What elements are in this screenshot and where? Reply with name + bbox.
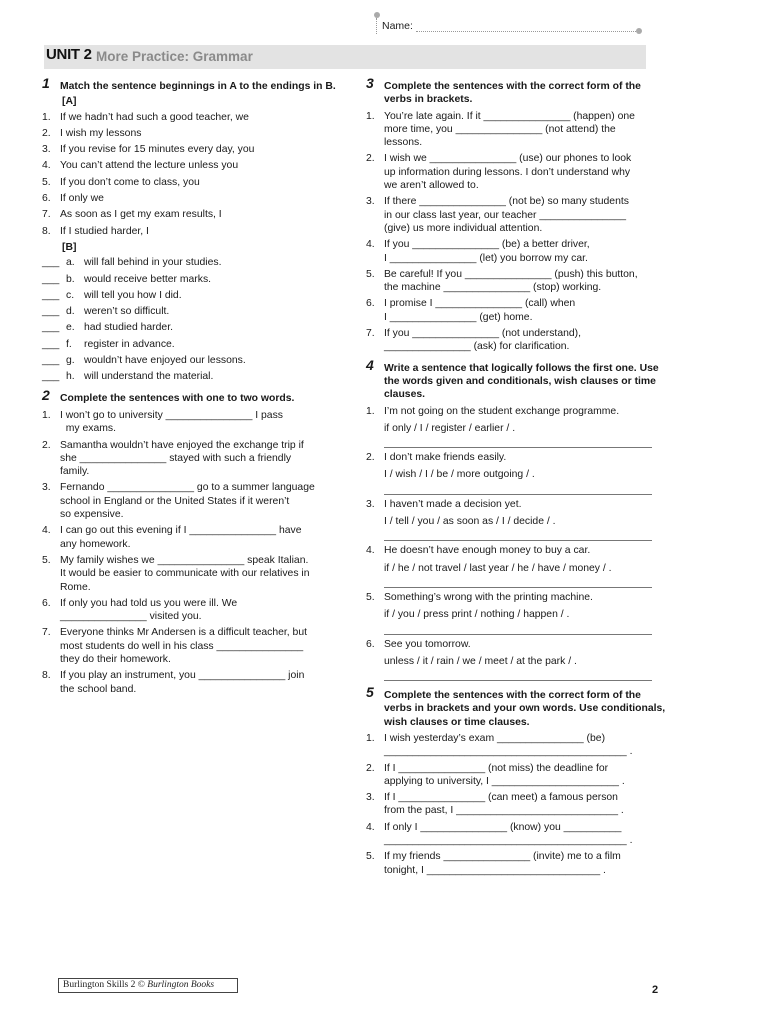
exercise-instruction: Write a sentence that logically follows the first one. Use the words given and conditionals, wish clauses or time clauses. xyxy=(384,362,659,401)
item-number: 6. xyxy=(366,298,375,310)
item-text: If I studied harder, I xyxy=(60,225,149,237)
dot-decoration xyxy=(636,28,642,34)
dot-decoration xyxy=(374,12,380,18)
item-number: 3. xyxy=(366,792,375,804)
item-text: If only I _______________ (know) you __________ __________________________________________ . xyxy=(384,821,633,847)
item-letter: g. xyxy=(66,355,75,367)
item-number: 1. xyxy=(366,110,375,122)
item-number: 5. xyxy=(42,176,51,188)
answer-line[interactable] xyxy=(384,447,652,448)
item-number: 7. xyxy=(366,328,375,340)
item-text: Be careful! If you _______________ (push) this button, the machine _______________ (stop) working. xyxy=(384,268,638,294)
item-text: would receive better marks. xyxy=(84,273,212,285)
exercise-3-item xyxy=(366,238,666,265)
sentence-beginning-item xyxy=(42,176,342,189)
item-number: 3. xyxy=(366,196,375,208)
item-letter: c. xyxy=(66,289,75,301)
exercise-5-item xyxy=(366,732,666,759)
exercise-4-item xyxy=(366,544,666,588)
item-letter: a. xyxy=(66,257,75,269)
exercise-instruction: Match the sentence beginnings in A to the endings in B. xyxy=(60,81,336,92)
item-text: If you revise for 15 minutes every day, you xyxy=(60,144,255,156)
exercise-2-item xyxy=(42,524,342,551)
item-text: I’m not going on the student exchange programme. xyxy=(384,405,620,417)
item-text: If only we xyxy=(60,193,104,205)
item-number: 2. xyxy=(366,153,375,165)
word-prompt: I / wish / I / be / more outgoing / . xyxy=(384,469,535,481)
answer-blank[interactable]: ___ xyxy=(42,289,60,301)
item-letter: b. xyxy=(66,273,75,285)
item-number: 1. xyxy=(42,409,51,421)
item-text: My family wishes we _______________ speak Italian. It would be easier to communicate with our relatives in Rome. xyxy=(60,554,310,593)
exercise-2-heading xyxy=(42,386,342,405)
sentence-beginning-item xyxy=(42,225,342,238)
answer-line[interactable] xyxy=(384,540,652,541)
exercise-2-item xyxy=(42,481,342,521)
word-prompt: unless / it / rain / we / meet / at the park / . xyxy=(384,655,577,667)
exercise-1-list-a xyxy=(42,111,342,238)
item-text: register in advance. xyxy=(84,338,175,350)
item-number: 3. xyxy=(42,482,51,494)
answer-blank[interactable]: ___ xyxy=(42,257,60,269)
item-text: I promise I _______________ (call) when I _______________ (get) home. xyxy=(384,298,576,323)
item-text: weren’t so difficult. xyxy=(84,306,170,318)
item-text: If my friends _______________ (invite) me to a film tonight, I ______________________________ . xyxy=(384,851,621,876)
exercise-number: 1 xyxy=(42,75,50,91)
item-text: will fall behind in your studies. xyxy=(84,257,222,269)
answer-line[interactable] xyxy=(384,680,652,681)
section-label-a: [A] xyxy=(62,96,77,108)
item-number: 2. xyxy=(42,439,51,451)
right-column xyxy=(366,75,666,880)
exercise-4-list xyxy=(366,405,666,682)
item-text: I wish yesterday’s exam _______________ (be) __________________________________________ . xyxy=(384,732,633,758)
item-number: 5. xyxy=(42,554,51,566)
answer-blank[interactable]: ___ xyxy=(42,322,60,334)
item-number: 5. xyxy=(366,591,375,603)
sentence-ending-item xyxy=(42,305,342,318)
item-text: I won’t go to university _______________ I pass my exams. xyxy=(60,409,283,435)
item-number: 7. xyxy=(42,209,51,221)
exercise-4-heading xyxy=(366,356,666,402)
item-text: If I _______________ (not miss) the deadline for applying to university, I ______________________ . xyxy=(384,762,625,787)
answer-blank[interactable]: ___ xyxy=(42,306,60,318)
item-text: If I _______________ (can meet) a famous person from the past, I ____________________________ . xyxy=(384,792,624,817)
item-text: If you play an instrument, you _______________ join the school band. xyxy=(60,670,305,695)
item-text: As soon as I get my exam results, I xyxy=(60,209,222,221)
exercise-3-heading xyxy=(366,75,666,107)
item-text: will tell you how I did. xyxy=(84,289,182,301)
item-number: 7. xyxy=(42,627,51,639)
item-text: If only you had told us you were ill. We _______________ visited you. xyxy=(60,597,238,623)
item-text: I can go out this evening if I _______________ have any homework. xyxy=(60,525,302,550)
item-text: had studied harder. xyxy=(84,322,173,334)
item-number: 1. xyxy=(366,732,375,744)
word-prompt: I / tell / you / as soon as / I / decide / . xyxy=(384,516,556,528)
exercise-3-item xyxy=(366,110,666,150)
exercise-instruction: Complete the sentences with the correct form of the verbs in brackets and your own words. Use conditionals, wish clauses or time clauses. xyxy=(384,690,666,728)
item-number: 3. xyxy=(42,144,51,156)
page-number: 2 xyxy=(652,984,659,996)
item-number: 2. xyxy=(366,452,375,464)
item-text: If you _______________ (not understand), _______________ (ask) for clarification. xyxy=(384,328,582,353)
exercise-5-heading xyxy=(366,684,666,729)
item-letter: h. xyxy=(66,371,75,383)
item-number: 2. xyxy=(366,762,375,774)
item-number: 3. xyxy=(366,498,375,510)
exercise-5-list xyxy=(366,732,666,877)
exercise-2-list xyxy=(42,409,342,696)
item-number: 6. xyxy=(42,193,51,205)
exercise-number: 5 xyxy=(366,684,374,701)
item-letter: e. xyxy=(66,322,75,334)
exercise-number: 2 xyxy=(42,386,50,403)
item-text: wouldn’t have enjoyed our lessons. xyxy=(84,355,246,367)
item-number: 5. xyxy=(366,851,375,863)
item-number: 4. xyxy=(42,160,51,172)
item-letter: f. xyxy=(66,338,72,350)
exercise-4-item xyxy=(366,591,666,635)
item-number: 2. xyxy=(42,127,51,139)
exercise-3-item xyxy=(366,268,666,295)
exercise-number: 3 xyxy=(366,75,374,91)
exercise-3-list xyxy=(366,110,666,354)
exercise-2-item xyxy=(42,439,342,479)
item-text: You can’t attend the lecture unless you xyxy=(60,160,239,172)
exercise-4-item xyxy=(366,498,666,542)
exercise-2-item xyxy=(42,554,342,594)
item-number: 4. xyxy=(366,239,375,251)
answer-blank[interactable]: ___ xyxy=(42,371,60,383)
item-number: 1. xyxy=(366,405,375,417)
item-text: Something’s wrong with the printing machine. xyxy=(384,591,593,603)
exercise-3-item xyxy=(366,195,666,235)
answer-blank[interactable]: ___ xyxy=(42,338,60,350)
exercise-4-item xyxy=(366,405,666,449)
sentence-ending-item xyxy=(42,273,342,286)
item-number: 8. xyxy=(42,670,51,682)
item-text: I wish my lessons xyxy=(60,127,142,139)
answer-line[interactable] xyxy=(384,634,652,635)
item-letter: d. xyxy=(66,306,75,318)
item-text: If we hadn’t had such a good teacher, we xyxy=(60,111,249,123)
footer-text: Burlington Skills 2 © xyxy=(63,980,145,990)
word-prompt: if / you / press print / nothing / happen / . xyxy=(384,609,570,621)
item-number: 6. xyxy=(42,597,51,609)
word-prompt: if / he / not travel / last year / he / have / money / . xyxy=(384,562,612,574)
exercise-4-item xyxy=(366,451,666,495)
exercise-5-item xyxy=(366,821,666,848)
exercise-instruction: Complete the sentences with one to two words. xyxy=(60,392,295,404)
left-column xyxy=(42,75,342,699)
item-number: 5. xyxy=(366,268,375,280)
exercise-2-item xyxy=(42,409,342,436)
sentence-ending-item xyxy=(42,289,342,302)
unit-number: UNIT 2 xyxy=(46,46,92,63)
item-text: I haven’t made a decision yet. xyxy=(384,498,522,510)
exercise-3-item xyxy=(366,297,666,324)
answer-blank[interactable]: ___ xyxy=(42,273,60,285)
item-text: I wish we _______________ (use) our phones to look up information during lessons. I don’t understand why we aren’t allowed to. xyxy=(384,153,632,192)
item-number: 4. xyxy=(42,525,51,537)
exercise-2-item xyxy=(42,669,342,696)
item-text: He doesn’t have enough money to buy a car. xyxy=(384,545,591,557)
item-text: I don’t make friends easily. xyxy=(384,452,507,464)
item-text: Everyone thinks Mr Andersen is a difficult teacher, but most students do well in his class _______________ they do their homework. xyxy=(60,627,308,665)
sentence-ending-item xyxy=(42,354,342,367)
sentence-ending-item xyxy=(42,338,342,351)
item-number: 4. xyxy=(366,821,375,833)
sentence-beginning-item xyxy=(42,208,342,221)
exercise-1-list-b xyxy=(42,256,342,383)
item-text: If you don’t come to class, you xyxy=(60,176,200,188)
sentence-ending-item xyxy=(42,256,342,269)
unit-header xyxy=(44,45,646,69)
item-text: Fernando _______________ go to a summer language school in England or the United States if it weren’t so expensive. xyxy=(60,482,315,521)
unit-title: More Practice: Grammar xyxy=(96,49,253,64)
exercise-instruction: Complete the sentences with the correct form of the verbs in brackets. xyxy=(384,81,641,106)
footer-credit xyxy=(58,978,238,993)
item-text: will understand the material. xyxy=(84,371,214,383)
sentence-beginning-item xyxy=(42,111,342,124)
item-number: 1. xyxy=(42,111,51,123)
name-field[interactable] xyxy=(374,10,646,38)
exercise-2-item xyxy=(42,626,342,666)
sentence-ending-item xyxy=(42,321,342,334)
answer-line[interactable] xyxy=(384,494,652,495)
item-text: Samantha wouldn’t have enjoyed the exchange trip if she _______________ stayed with such a friendly family. xyxy=(60,439,304,478)
sentence-beginning-item xyxy=(42,127,342,140)
exercise-5-item xyxy=(366,791,666,818)
exercise-5-item xyxy=(366,850,666,877)
dotted-divider xyxy=(376,18,377,34)
name-label: Name: xyxy=(382,20,413,32)
sentence-beginning-item xyxy=(42,159,342,172)
sentence-beginning-item xyxy=(42,192,342,205)
item-text: See you tomorrow. xyxy=(384,638,471,650)
item-text: If there _______________ (not be) so many students in our class last year, our teacher _______________ (give) us more individual attention. xyxy=(384,196,629,234)
exercise-3-item xyxy=(366,327,666,354)
item-text: You’re late again. If it _______________ (happen) one more time, you _______________ (not attend) the lessons. xyxy=(384,110,635,149)
exercise-number: 4 xyxy=(366,356,374,373)
exercise-4-item xyxy=(366,638,666,682)
footer-brand: Burlington Books xyxy=(147,980,215,990)
exercise-1-heading xyxy=(42,75,342,93)
exercise-3-item xyxy=(366,152,666,192)
item-number: 4. xyxy=(366,545,375,557)
answer-blank[interactable]: ___ xyxy=(42,355,60,367)
sentence-ending-item xyxy=(42,370,342,383)
exercise-5-item xyxy=(366,762,666,789)
exercise-2-item xyxy=(42,597,342,624)
section-label-b: [B] xyxy=(62,241,77,253)
item-number: 8. xyxy=(42,225,51,237)
item-number: 6. xyxy=(366,638,375,650)
item-text: If you _______________ (be) a better driver, I _______________ (let) you borrow my car. xyxy=(384,239,590,264)
answer-line[interactable] xyxy=(384,587,652,588)
name-line[interactable] xyxy=(416,31,636,32)
sentence-beginning-item xyxy=(42,143,342,156)
word-prompt: if only / I / register / earlier / . xyxy=(384,422,516,434)
